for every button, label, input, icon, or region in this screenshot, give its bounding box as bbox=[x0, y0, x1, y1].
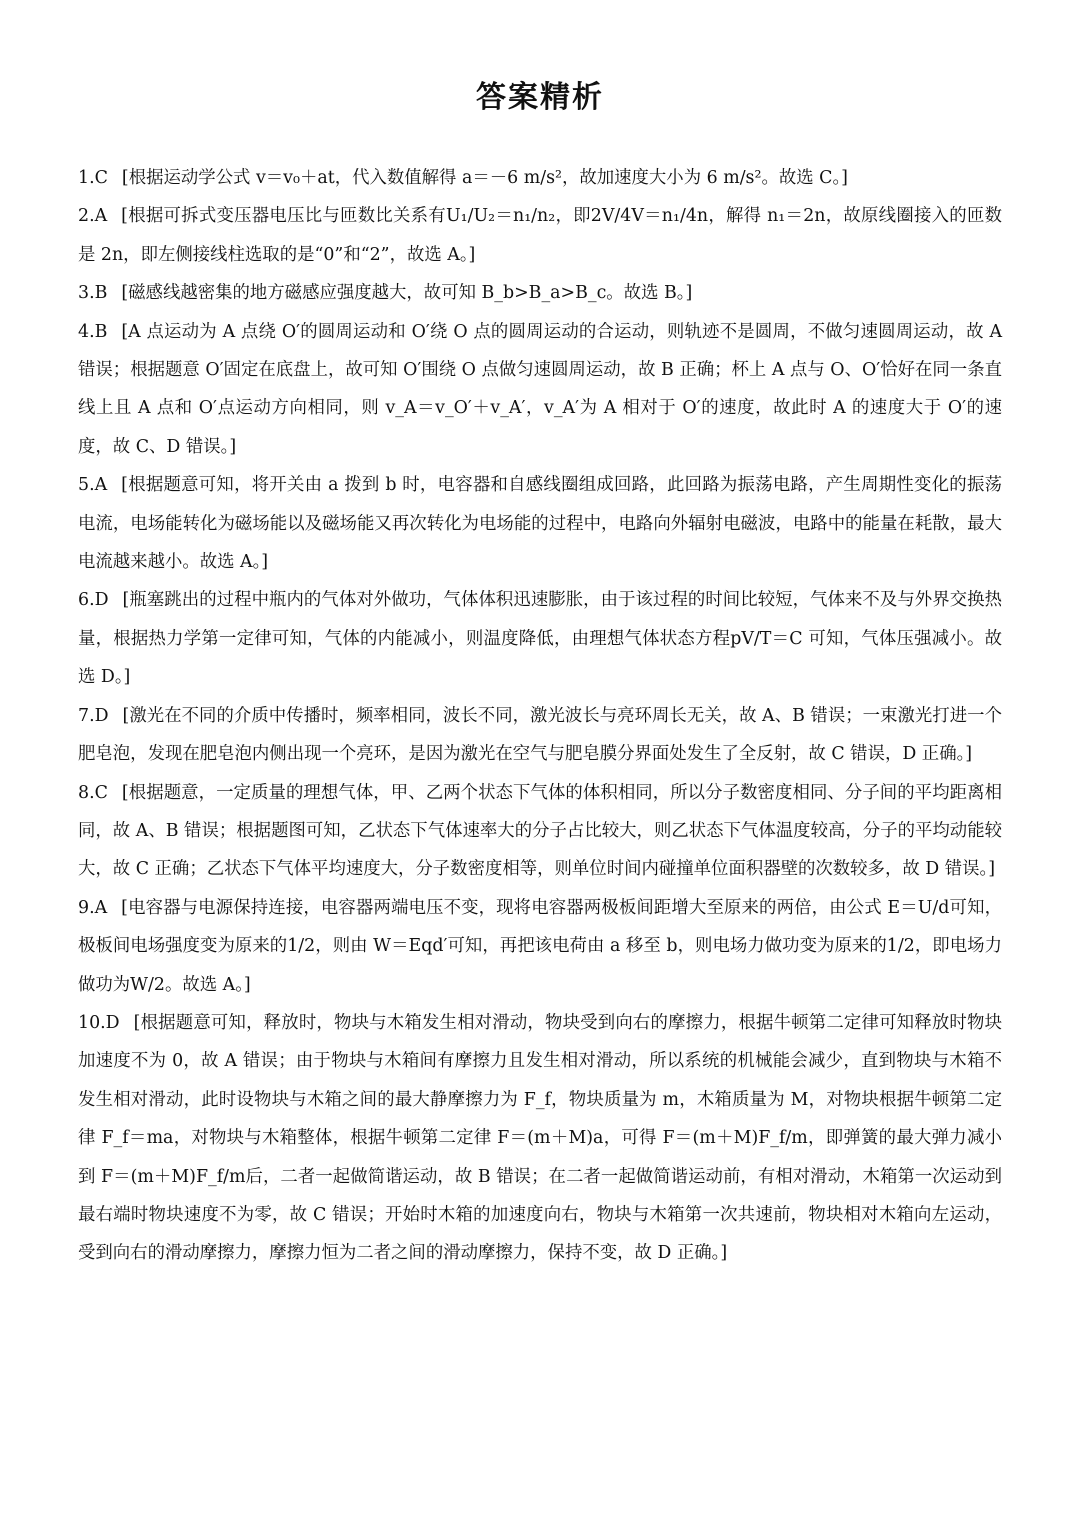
answer-explanation: [根据题意可知，将开关由 a 拨到 b 时，电容器和自感线圈组成回路，此回路为振荡电路，产生周期性变化的振荡电流，电场能转化为磁场能以及磁场能又再次转化为电场能的过程中，电路向外辐射电磁波，电路中的能量在耗散，最大电流越来越小。故选 A。] bbox=[78, 475, 1002, 573]
document-title: 答案精析 bbox=[476, 80, 604, 115]
answer-list bbox=[78, 159, 1002, 1273]
answer-item-2 bbox=[78, 197, 1002, 274]
answer-number: 4.B bbox=[78, 321, 108, 342]
answer-number: 10.D bbox=[78, 1012, 120, 1033]
answer-explanation: [电容器与电源保持连接，电容器两端电压不变，现将电容器两极板间距增大至原来的两倍，由公式 E＝U/d可知，极板间电场强度变为原来的1/2，则由 W＝Eqd′可知，再把该电荷由 a 移至 b，则电场力做功变为原来的1/2，即电场力做功为W/2。故选 A。] bbox=[78, 897, 1002, 995]
answer-explanation: [A 点运动为 A 点绕 O′的圆周运动和 O′绕 O 点的圆周运动的合运动，则轨迹不是圆周，不做匀速圆周运动，故 A 错误；根据题意 O′固定在底盘上，故可知 O′围绕 O 点做匀速圆周运动，故 B 正确；杯上 A 点与 O、O′恰好在同一条直线上且 A 点和 O′点运动方向相同，则 v_A＝v_O′＋v_A′，v_A′为 A 相对于 O′的速度，故此时 A 的速度大于 O′的速度，故 C、D 错误。] bbox=[78, 321, 1002, 457]
answer-number: 6.D bbox=[78, 590, 109, 611]
answer-explanation: [磁感线越密集的地方磁感应强度越大，故可知 B_b>B_a>B_c。故选 B。] bbox=[121, 283, 693, 304]
answer-explanation: [根据题意，一定质量的理想气体，甲、乙两个状态下气体的体积相同，所以分子数密度相同、分子间的平均距离相同，故 A、B 错误；根据题图可知，乙状态下气体速率大的分子占比较大，则乙状态下气体温度较高，分子的平均动能较大，故 C 正确；乙状态下气体平均速度大，分子数密度相等，则单位时间内碰撞单位面积器壁的次数较多，故 D 错误。] bbox=[78, 782, 1002, 880]
answer-item-5 bbox=[78, 466, 1002, 581]
answer-item-4 bbox=[78, 313, 1002, 467]
answer-explanation: [根据题意可知，释放时，物块与木箱发生相对滑动，物块受到向右的摩擦力，根据牛顿第二定律可知释放时物块加速度不为 0，故 A 错误；由于物块与木箱间有摩擦力且发生相对滑动，所以系统的机械能会减少，直到物块与木箱不发生相对滑动，此时设物块与木箱之间的最大静摩擦力为 F_f，物块质量为 m，木箱质量为 M，对物块根据牛顿第二定律 F_f＝ma，对物块与木箱整体，根据牛顿第二定律 F＝(m＋M)a，可得 F＝(m＋M)F_f/m，即弹簧的最大弹力减小到 F＝(m＋M)F_f/m后，二者一起做简谐运动，故 B 错误；在二者一起做简谐运动前，有相对滑动，木箱第一次运动到最右端时物块速度不为零，故 C 错误；开始时木箱的加速度向右，物块与木箱第一次共速前，物块相对木箱向左运动，受到向右的滑动摩擦力，摩擦力恒为二者之间的滑动摩擦力，保持不变，故 D 正确。] bbox=[78, 1012, 1002, 1264]
answer-explanation: [根据可拆式变压器电压比与匝数比关系有U₁/U₂＝n₁/n₂，即2V/4V＝n₁/4n，解得 n₁＝2n，故原线圈接入的匝数是 2n，即左侧接线柱选取的是“0”和“2”，故选 A。] bbox=[78, 206, 1002, 265]
answer-item-10 bbox=[78, 1004, 1002, 1273]
answer-number: 2.A bbox=[78, 206, 108, 227]
answer-explanation: [瓶塞跳出的过程中瓶内的气体对外做功，气体体积迅速膨胀，由于该过程的时间比较短，气体来不及与外界交换热量，根据热力学第一定律可知，气体的内能减小，则温度降低，由理想气体状态方程pV/T＝C 可知，气体压强减小。故选 D。] bbox=[78, 590, 1002, 688]
answer-number: 1.C bbox=[78, 168, 108, 188]
answer-item-8 bbox=[78, 774, 1002, 889]
answer-item-7 bbox=[78, 697, 1002, 774]
answer-explanation: [根据运动学公式 v＝v₀＋at，代入数值解得 a＝－6 m/s²，故加速度大小为 6 m/s²。故选 C。] bbox=[121, 168, 848, 188]
answer-number: 3.B bbox=[78, 283, 108, 304]
answer-number: 8.C bbox=[78, 782, 108, 803]
answer-item-3 bbox=[78, 274, 1002, 312]
answer-number: 9.A bbox=[78, 897, 108, 918]
answer-number: 7.D bbox=[78, 705, 109, 726]
answer-item-1 bbox=[78, 159, 1002, 197]
answer-item-6 bbox=[78, 581, 1002, 696]
answer-item-9 bbox=[78, 889, 1002, 1004]
answer-explanation: [激光在不同的介质中传播时，频率相同，波长不同，激光波长与亮环周长无关，故 A、B 错误；一束激光打进一个肥皂泡，发现在肥皂泡内侧出现一个亮环，是因为激光在空气与肥皂膜分界面处发生了全反射，故 C 错误，D 正确。] bbox=[78, 705, 1002, 765]
answer-number: 5.A bbox=[78, 475, 108, 496]
